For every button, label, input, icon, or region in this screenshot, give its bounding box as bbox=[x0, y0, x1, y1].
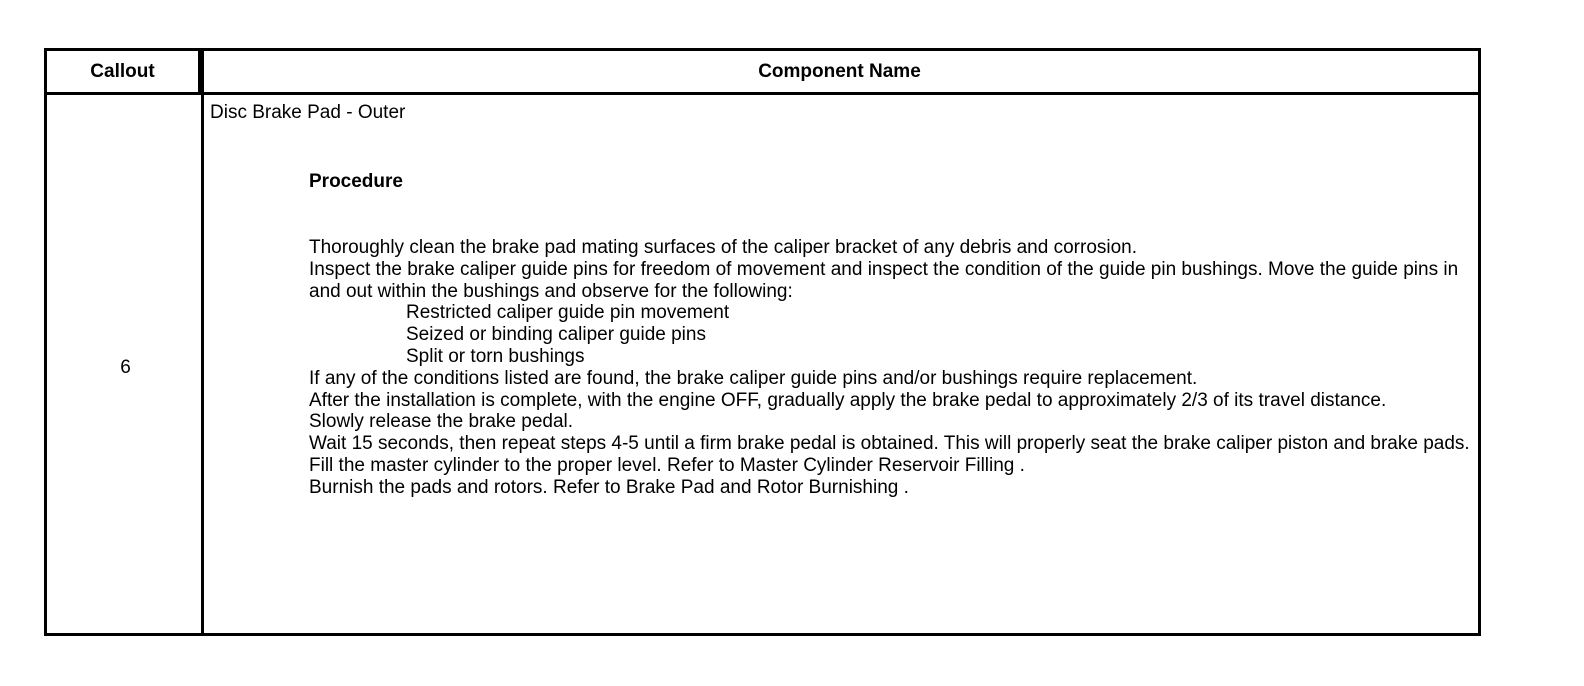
procedure-step: Inspect the brake caliper guide pins for freedom of movement and inspect the condition of the guide pin bushings. Move the guide pins in and out within the bushings and observe for the following: bbox=[309, 258, 1459, 302]
callout-column-header: Callout bbox=[47, 51, 201, 95]
procedure-step: Fill the master cylinder to the proper level. Refer to Master Cylinder Reservoir Filling . bbox=[309, 454, 1025, 476]
procedure-steps bbox=[309, 237, 1479, 499]
component-cell bbox=[210, 102, 1474, 498]
condition-item: Seized or binding caliper guide pins bbox=[406, 324, 706, 346]
component-title: Disc Brake Pad - Outer bbox=[210, 102, 406, 123]
column-divider bbox=[201, 51, 204, 633]
procedure-step: Wait 15 seconds, then repeat steps 4-5 until a firm brake pedal is obtained. This will properly seat the brake caliper piston and brake pads. bbox=[309, 433, 1470, 455]
procedure-step: Burnish the pads and rotors. Refer to Brake Pad and Rotor Burnishing . bbox=[309, 476, 909, 498]
component-table bbox=[44, 48, 1481, 636]
procedure-step: After the installation is complete, with the engine OFF, gradually apply the brake pedal to approximately 2/3 of its travel distance. bbox=[309, 389, 1387, 411]
condition-item: Split or torn bushings bbox=[406, 345, 585, 367]
component-name-column-header: Component Name bbox=[201, 51, 1478, 95]
callout-number: 6 bbox=[120, 357, 131, 378]
condition-item: Restricted caliper guide pin movement bbox=[406, 302, 730, 324]
procedure-step: If any of the conditions listed are found, the brake caliper guide pins and/or bushings require replacement. bbox=[309, 367, 1198, 389]
procedure-heading: Procedure bbox=[309, 171, 403, 192]
procedure-step: Slowly release the brake pedal. bbox=[309, 411, 574, 433]
procedure-step: Thoroughly clean the brake pad mating surfaces of the caliper bracket of any debris and corrosion. bbox=[309, 237, 1138, 258]
